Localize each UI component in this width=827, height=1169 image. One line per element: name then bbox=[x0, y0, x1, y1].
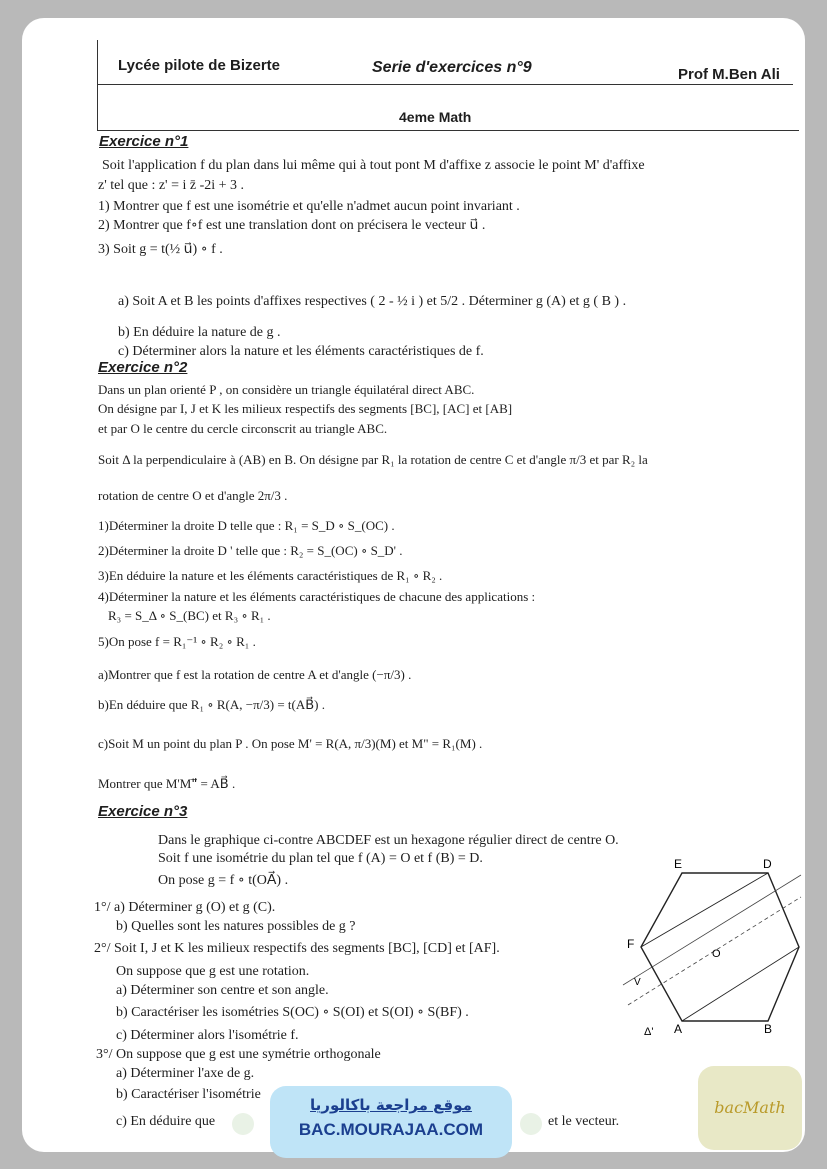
school-name: Lycée pilote de Bizerte bbox=[118, 57, 280, 74]
ex2-question-5: 5)On pose f = R₁⁻¹ ∘ R₂ ∘ R₁ . bbox=[98, 634, 256, 649]
ex3-question-2-intro: On suppose que g est une rotation. bbox=[116, 964, 310, 979]
ex2-line-2: On désigne par I, J et K les milieux respectifs des segments [BC], [AC] et [AB] bbox=[98, 401, 513, 416]
ex2-question-5a: a)Montrer que f est la rotation de centre A et d'angle (−π/3) . bbox=[98, 667, 412, 682]
header-bottom-rule bbox=[97, 130, 799, 131]
ex3-line-1: Dans le graphique ci-contre ABCDEF est un hexagone régulier direct de centre O. bbox=[158, 833, 619, 848]
ex3-question-1a: 1°/ a) Déterminer g (O) et g (C). bbox=[94, 900, 276, 915]
label-f: F bbox=[627, 937, 635, 951]
ex2-question-5c: c)Soit M un point du plan P . On pose M' = R(A, π/3)(M) et M" = R₁(M) . bbox=[98, 736, 483, 751]
bac-mourajaa-watermark[interactable] bbox=[270, 1086, 512, 1158]
label-v: V bbox=[634, 977, 641, 988]
ex2-question-4: 4)Déterminer la nature et les éléments caractéristiques de chacune des applications : bbox=[98, 589, 536, 604]
ex3-question-2: 2°/ Soit I, J et K les milieux respectifs des segments [BC], [CD] et [AF]. bbox=[94, 941, 500, 956]
ex2-line-4: Soit Δ la perpendiculaire à (AB) en B. On désigne par R₁ la rotation de centre C et d'angle π/3 et par R₂ la bbox=[98, 452, 648, 467]
watermark-site-link[interactable]: BAC.MOURAJAA.COM bbox=[298, 1120, 484, 1139]
ex1-question-3: 3) Soit g = t(½ u⃗) ∘ f . bbox=[98, 242, 223, 257]
ex2-line-3: et par O le centre du cercle circonscrit au triangle ABC. bbox=[98, 421, 388, 436]
ex2-question-3: 3)En déduire la nature et les éléments caractéristiques de R₁ ∘ R₂ . bbox=[98, 568, 443, 583]
ex3-question-3a: a) Déterminer l'axe de g. bbox=[116, 1066, 255, 1081]
ex2-line-5: rotation de centre O et d'angle 2π/3 . bbox=[98, 488, 288, 503]
ex1-question-2: 2) Montrer que f∘f est une translation dont on précisera le vecteur u⃗ . bbox=[98, 218, 486, 233]
ex3-question-2a: a) Déterminer son centre et son angle. bbox=[116, 983, 329, 998]
label-delta-prime: Δ' bbox=[644, 1026, 654, 1038]
diagonal-fd bbox=[641, 873, 768, 947]
header-rule bbox=[97, 84, 793, 85]
watermark-logo-right bbox=[520, 1113, 542, 1135]
ex3-question-3b: b) Caractériser l'isométrie bbox=[116, 1087, 261, 1102]
exercise-3-title: Exercice n°3 bbox=[98, 803, 188, 820]
left-margin-rule bbox=[97, 40, 98, 130]
ex2-question-5b: b)En déduire que R₁ ∘ R(A, −π/3) = t(AB⃗) . bbox=[98, 697, 325, 712]
ex3-question-2b: b) Caractériser les isométries S(OC) ∘ S(OI) et S(OI) ∘ S(BF) . bbox=[116, 1005, 469, 1020]
label-b: B bbox=[764, 1022, 773, 1036]
teacher-name: Prof M.Ben Ali bbox=[678, 66, 780, 83]
ex1-question-3c: c) Déterminer alors la nature et les éléments caractéristiques de f. bbox=[118, 344, 484, 359]
ex3-question-3c-end: et le vecteur. bbox=[548, 1114, 620, 1129]
diagonal-ac bbox=[682, 947, 799, 1021]
label-e: E bbox=[674, 857, 683, 871]
ex1-question-3b: b) En déduire la nature de g . bbox=[118, 325, 281, 340]
label-d: D bbox=[763, 857, 772, 871]
ex2-question-4-maps: R₃ = S_Δ ∘ S_(BC) et R₃ ∘ R₁ . bbox=[108, 608, 271, 623]
ex1-question-1: 1) Montrer que f est une isométrie et qu'elle n'admet aucun point invariant . bbox=[98, 199, 520, 214]
ex3-question-2c: c) Déterminer alors l'isométrie f. bbox=[116, 1028, 299, 1043]
ex2-question-2: 2)Déterminer la droite D ' telle que : R₂ = S_(OC) ∘ S_D' . bbox=[98, 543, 403, 558]
ex3-question-1b: b) Quelles sont les natures possibles de g ? bbox=[116, 919, 356, 934]
exercise-2-title: Exercice n°2 bbox=[98, 359, 188, 376]
bacmath-corner-logo: bacMath bbox=[698, 1066, 802, 1150]
ex1-intro-line-2: z' tel que : z' = i z̄ -2i + 3 . bbox=[98, 178, 245, 193]
ex3-line-2: Soit f une isométrie du plan tel que f (A) = O et f (B) = D. bbox=[158, 851, 483, 866]
hexagon-figure bbox=[618, 855, 803, 1040]
ex3-question-3: 3°/ On suppose que g est une symétrie orthogonale bbox=[96, 1047, 381, 1062]
ex2-question-5d: Montrer que M'M"⃗ = AB⃗ . bbox=[98, 776, 236, 791]
ex2-question-1: 1)Déterminer la droite D telle que : R₁ = S_D ∘ S_(OC) . bbox=[98, 518, 395, 533]
exercise-1-title: Exercice n°1 bbox=[99, 133, 189, 150]
hexagon-abcdef bbox=[641, 873, 799, 1021]
label-o: O bbox=[712, 948, 721, 960]
watermark-logo-left bbox=[232, 1113, 254, 1135]
ex1-intro-line-1: Soit l'application f du plan dans lui même qui à tout pont M d'affixe z associe le point M' d'affixe bbox=[102, 158, 645, 173]
ex3-question-3c: c) En déduire que bbox=[116, 1114, 216, 1129]
ex1-question-3a: a) Soit A et B les points d'affixes respectives ( 2 - ½ i ) et 5/2 . Déterminer g (A) et g ( B ) . bbox=[118, 294, 627, 309]
class-level: 4eme Math bbox=[399, 109, 472, 125]
ex2-line-1: Dans un plan orienté P , on considère un triangle équilatéral direct ABC. bbox=[98, 382, 475, 397]
ex3-line-3: On pose g = f ∘ t(OA⃗) . bbox=[158, 873, 289, 888]
series-title: Serie d'exercices n°9 bbox=[372, 59, 532, 76]
label-a: A bbox=[674, 1022, 683, 1036]
watermark-arabic: موقع مراجعة باكالوريا bbox=[310, 1096, 472, 1114]
